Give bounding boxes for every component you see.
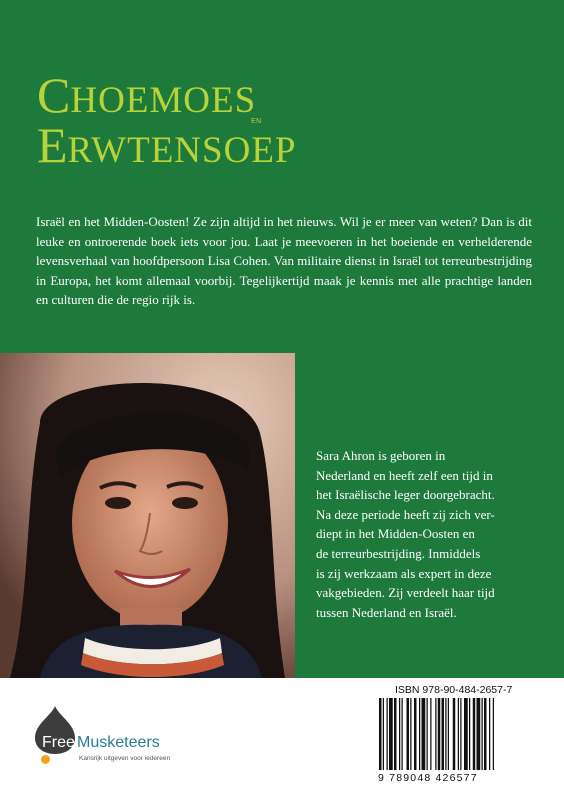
barcode-bar <box>460 698 461 770</box>
barcode-bar <box>435 698 436 770</box>
barcode-bar <box>387 698 388 770</box>
speech-dot-icon <box>41 755 50 764</box>
title-line-1: CHOEMOES <box>37 67 257 123</box>
barcode-bar <box>389 698 393 770</box>
barcode-bar <box>484 698 487 770</box>
barcode-bar <box>407 698 410 770</box>
author-bio <box>316 446 532 622</box>
barcode-bar <box>383 698 384 770</box>
bio-line: Na deze periode heeft zij zich ver- <box>316 506 495 522</box>
barcode-bar <box>458 698 459 770</box>
barcode-bar <box>482 698 483 770</box>
barcode-bar <box>414 698 417 770</box>
bio-line: Nederland en heeft zelf een tijd in <box>316 467 493 483</box>
publisher-name-musketeers: Musketeers <box>77 734 160 751</box>
publisher-logo <box>37 708 197 774</box>
barcode <box>379 698 524 775</box>
author-photo <box>0 353 295 678</box>
isbn-label: ISBN 978-90-484-2657-7 <box>395 684 513 696</box>
barcode-bar <box>489 698 490 770</box>
barcode-bar <box>473 698 476 770</box>
barcode-bar <box>422 698 426 770</box>
bio-line: de terreurbestrijding. Inmiddels <box>316 545 481 561</box>
barcode-bar <box>430 698 431 770</box>
barcode-bar <box>477 698 481 770</box>
barcode-bar <box>399 698 400 770</box>
barcode-bar <box>453 698 456 770</box>
barcode-bar <box>493 698 494 770</box>
bio-line: het Israëlische leger doorgebracht. <box>316 487 495 503</box>
publisher-tagline: Kansrijk uitgeven voor iedereen <box>79 755 171 762</box>
barcode-bar <box>464 698 468 770</box>
blurb-text: Israël en het Midden-Oosten! Ze zijn altijd in het nieuws. Wil je er meer van weten? Dan is dit leuke en ontroerende boek iets voor jou. Laat je meevoeren in het boeiende en verhelderende levensverhaal van hoofdpersoon Lisa Cohen. Van militaire dienst in Israël tot terreurbestrijding in Europa, het komt allemaal voorbij. Tegelijkertijd maak je kennis met alle prachtige landen en culturen die de regio rijk is. <box>36 214 532 308</box>
bio-line: diept in het Midden-Oosten en <box>316 526 475 542</box>
barcode-bar <box>469 698 470 770</box>
bio-line: is zij werkzaam als expert in deze <box>316 565 492 581</box>
publisher-name-free: Free <box>42 734 75 751</box>
bio-line: Sara Ahron is geboren in <box>316 448 446 463</box>
barcode-bar <box>419 698 420 770</box>
bio-line: vakgebieden. Zij verdeelt haar tijd <box>316 585 495 601</box>
barcode-bar <box>445 698 446 770</box>
barcode-bar <box>438 698 441 770</box>
barcode-bar <box>442 698 445 770</box>
barcode-bar <box>379 698 382 770</box>
title-connector: EN <box>251 118 262 125</box>
barcode-bar <box>394 698 397 770</box>
barcode-bar <box>410 698 411 770</box>
bio-line: tussen Nederland en Israël. <box>316 604 457 620</box>
barcode-bar <box>448 698 449 770</box>
barcode-number: 9 789048 426577 <box>378 772 478 784</box>
barcode-bar <box>402 698 403 770</box>
title-line-2: ERWTENSOEP <box>37 117 297 173</box>
barcode-bar <box>427 698 428 770</box>
